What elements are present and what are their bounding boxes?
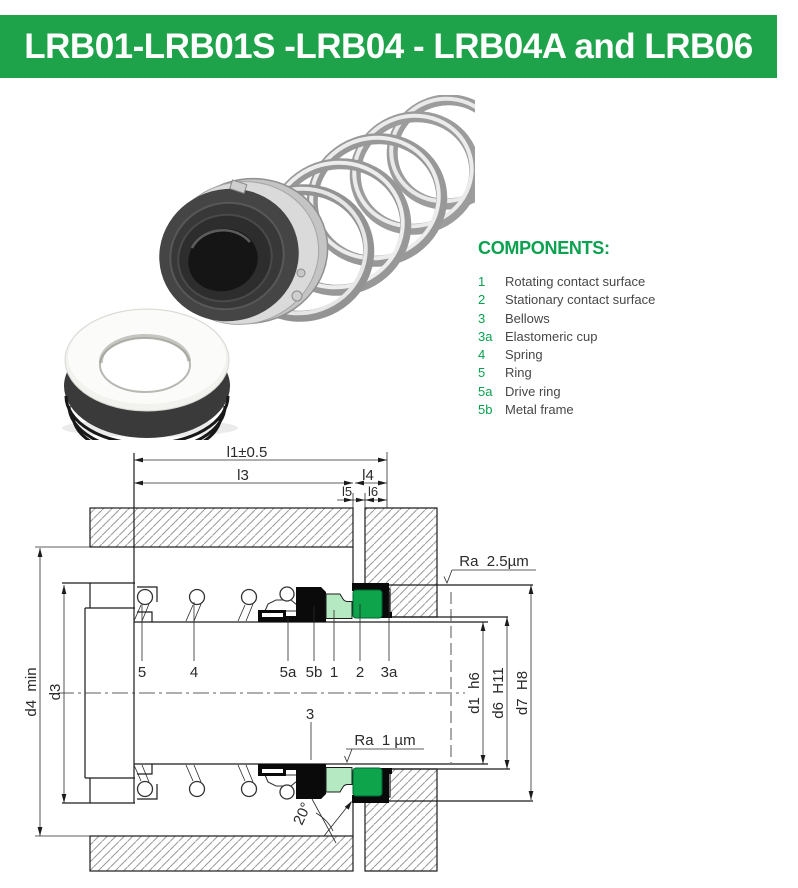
part-label-3a: 3a bbox=[380, 664, 398, 681]
component-label: Spring bbox=[505, 347, 543, 363]
dim-l4: l4 bbox=[362, 467, 374, 484]
component-number: 3 bbox=[478, 310, 486, 326]
component-label: Drive ring bbox=[505, 383, 561, 399]
dim-ra-bottom: Ra 1 µm bbox=[354, 732, 416, 749]
part-label-5a: 5a bbox=[279, 664, 297, 681]
component-label: Stationary contact surface bbox=[505, 292, 656, 308]
dim-d7: d7 H8 bbox=[514, 670, 531, 716]
housing-blocks bbox=[90, 508, 437, 871]
page-title: LRB01-LRB01S -LRB04 - LRB04A and LRB06 bbox=[24, 26, 753, 66]
dim-angle: 20° bbox=[290, 799, 316, 828]
part-label-4: 4 bbox=[189, 664, 199, 681]
list-item bbox=[478, 383, 788, 401]
list-item bbox=[478, 401, 788, 419]
list-item bbox=[478, 273, 788, 291]
dim-d4: d4 min bbox=[23, 667, 40, 717]
part-label-1: 1 bbox=[329, 664, 339, 681]
list-item bbox=[478, 346, 788, 364]
list-item bbox=[478, 291, 788, 309]
dim-d1: d1 h6 bbox=[466, 672, 483, 714]
component-label: Elastomeric cup bbox=[505, 328, 598, 344]
component-number: 4 bbox=[478, 347, 486, 363]
dim-d6: d6 H11 bbox=[490, 667, 507, 719]
component-number: 5b bbox=[478, 402, 493, 418]
title-banner bbox=[0, 15, 777, 78]
component-number: 5 bbox=[478, 365, 486, 381]
part-label-5: 5 bbox=[137, 664, 147, 681]
seat-ring-photo bbox=[62, 309, 238, 440]
list-item bbox=[478, 328, 788, 346]
product-photo bbox=[55, 95, 475, 440]
cross-section-drawing bbox=[0, 440, 798, 888]
component-label: Ring bbox=[505, 365, 532, 381]
dim-l6: l6 bbox=[367, 484, 379, 499]
dim-ra-top: Ra 2.5µm bbox=[459, 553, 529, 570]
component-number: 5a bbox=[478, 383, 493, 399]
component-number: 1 bbox=[478, 274, 486, 289]
dim-d3: d3 bbox=[47, 683, 64, 701]
components-section bbox=[478, 238, 788, 419]
part-label-3: 3 bbox=[305, 706, 315, 723]
list-item bbox=[478, 364, 788, 382]
part-label-5b: 5b bbox=[305, 664, 323, 681]
component-number: 3a bbox=[478, 328, 493, 344]
list-item bbox=[478, 310, 788, 328]
dim-l5: l5 bbox=[341, 484, 353, 499]
dim-l1: l1±0.5 bbox=[226, 444, 268, 461]
component-label: Rotating contact surface bbox=[505, 274, 646, 289]
component-label: Metal frame bbox=[505, 402, 574, 418]
part-label-2: 2 bbox=[355, 664, 365, 681]
component-label: Bellows bbox=[505, 310, 550, 326]
component-number: 2 bbox=[478, 292, 486, 308]
components-heading: COMPONENTS: bbox=[478, 238, 610, 258]
dim-l3: l3 bbox=[237, 467, 249, 484]
